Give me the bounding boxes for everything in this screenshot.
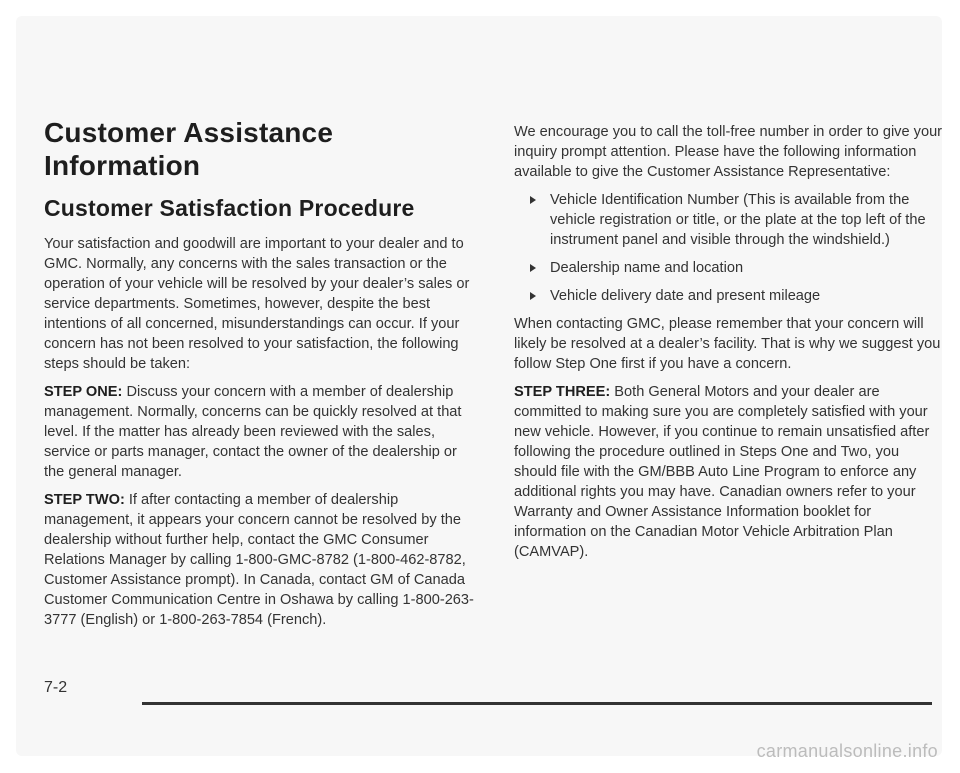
watermark-text: carmanualsonline.info: [756, 741, 938, 761]
step-three-label: STEP THREE:: [514, 384, 611, 400]
step-three-paragraph: [514, 382, 944, 562]
page-title: [44, 116, 474, 182]
bullet-triangle-icon: [530, 292, 536, 300]
step-one-paragraph: [44, 382, 474, 482]
page-title-line-1: Customer Assistance: [44, 117, 334, 148]
list-item-text: Dealership name and location: [550, 260, 744, 276]
bullet-triangle-icon: [530, 264, 536, 272]
page-title-line-2: Information: [44, 150, 201, 181]
bullet-triangle-icon: [530, 196, 536, 204]
intro-paragraph: Your satisfaction and goodwill are important to your dealer and to GMC. Normally, any concerns with the sales transaction or the operation of your vehicle will be resolved by your dealer’s sales or service departments. Sometimes, however, despite the best intentions of all concerned, misunderstandings can occur. If your concern has not been resolved to your satisfaction, the following steps should be taken:: [44, 236, 470, 372]
call-intro-paragraph: We encourage you to call the toll-free number in order to give your inquiry prompt attention. Please have the following information available to give the Customer Assistance Representative:: [514, 124, 943, 180]
section-title: Customer Satisfaction Procedure: [44, 195, 415, 221]
step-two-label: STEP TWO:: [44, 492, 125, 508]
step-one-text: Discuss your concern with a member of dealership management. Normally, concerns can be quickly resolved at that level. If the matter has already been reviewed with the sales, service or parts manager, contact the owner of the dealership or the general manager.: [44, 384, 462, 480]
step-three-text: Both General Motors and your dealer are committed to making sure you are completely satisfied with your new vehicle. However, if you continue to remain unsatisfied after following the procedure outlined in Steps One and Two, you should file with the GM/BBB Auto Line Program to enforce any additional rights you may have. Canadian owners refer to your Warranty and Owner Assistance Information booklet for information on the Canadian Motor Vehicle Arbitration Plan (CAMVAP).: [514, 384, 930, 560]
footer-divider: [142, 702, 932, 705]
manual-page: [16, 16, 942, 756]
list-item: [530, 286, 944, 306]
right-column: [514, 122, 944, 570]
list-item: [530, 258, 944, 278]
step-two-paragraph: [44, 490, 474, 630]
list-item-text: Vehicle Identification Number (This is available from the vehicle registration or title, or the plate at the top left of the instrument panel and visible through the windshield.): [550, 192, 926, 248]
left-column: [44, 116, 474, 638]
required-info-list: [514, 190, 944, 306]
step-one-label: STEP ONE:: [44, 384, 123, 400]
list-item: [530, 190, 944, 250]
list-item-text: Vehicle delivery date and present mileage: [550, 288, 821, 304]
contact-note-paragraph: When contacting GMC, please remember that your concern will likely be resolved at a dealer’s facility. That is why we suggest you follow Step One first if you have a concern.: [514, 316, 941, 372]
step-two-text: If after contacting a member of dealership management, it appears your concern cannot be resolved by the dealership without further help, contact the GMC Consumer Relations Manager by calling 1-800-GMC-8782 (1-800-462-8782, Customer Assistance prompt). In Canada, contact GM of Canada Customer Communication Centre in Oshawa by calling 1-800-263-3777 (English) or 1-800-263-7854 (French).: [44, 492, 474, 628]
page-number: 7-2: [44, 679, 68, 696]
